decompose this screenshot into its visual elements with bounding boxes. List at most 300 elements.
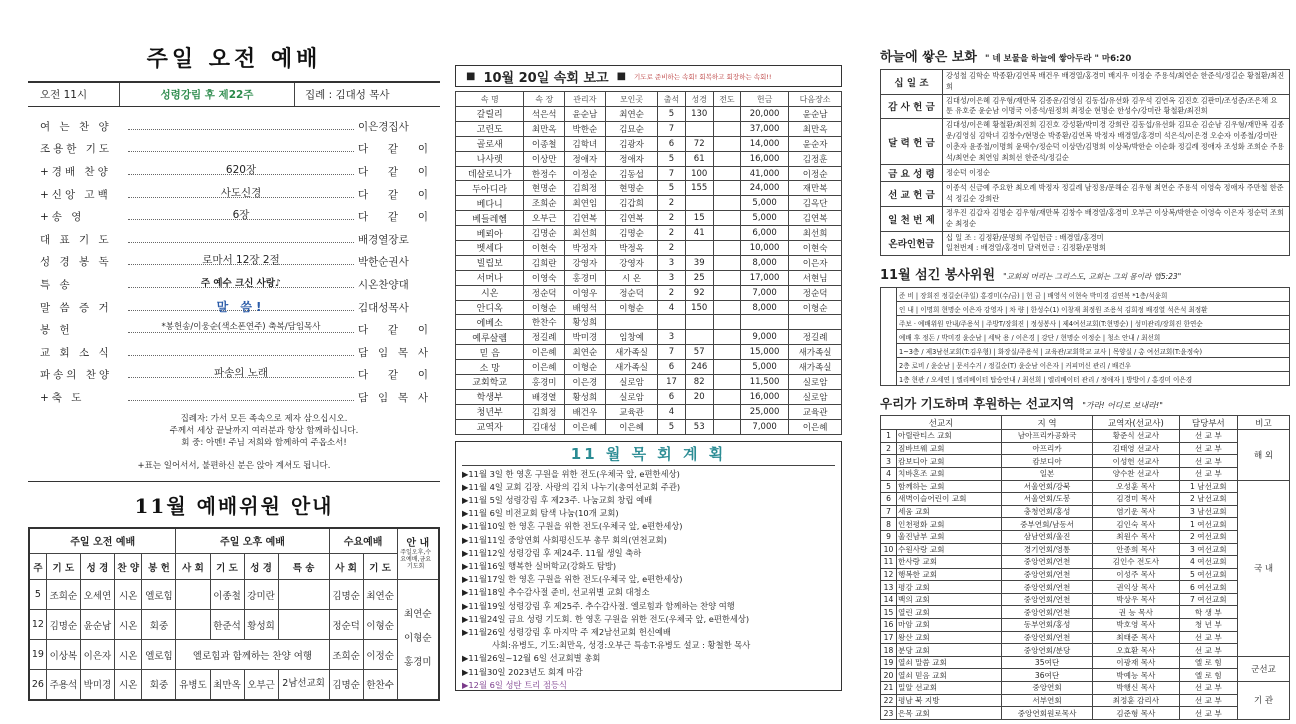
cell-value bbox=[713, 136, 740, 151]
order-item bbox=[40, 364, 428, 387]
offering-names: 이종석 신금예 주요한 최오례 박정자 정길례 남정용/문해순 김우형 최연순 주용석 이영숙 정애자 주만철 한준석 정길순 강희란 bbox=[943, 182, 1290, 207]
cell-value: 정순덕 bbox=[789, 285, 842, 300]
square-icon: ■ bbox=[466, 70, 476, 82]
cell-value: 72 bbox=[685, 136, 713, 151]
cell-value: 246 bbox=[685, 360, 713, 375]
cell-row bbox=[456, 389, 842, 404]
mission-row bbox=[881, 606, 1290, 619]
offering-label: 달 력 헌 금 bbox=[881, 119, 943, 165]
mission-cell: 최정훈 감리사 bbox=[1092, 694, 1179, 707]
cell-value bbox=[713, 389, 740, 404]
cell-value: 150 bbox=[685, 300, 713, 315]
mission-cell: 선 교 부 bbox=[1179, 442, 1237, 455]
mission-cell: 권익상 목사 bbox=[1092, 581, 1179, 594]
service-cell: 인 내 | 이명희 현명순 이은자 강영자 | 차 량 | 한성수(1) 이창재 최정원 조용석 김희정 배경열 석은석 최정환 bbox=[897, 302, 1290, 316]
committee-cell: 박미경 bbox=[80, 670, 114, 700]
cell-value: 김묘순 bbox=[605, 121, 658, 136]
cell-value: 김대성 bbox=[524, 419, 565, 434]
order-leader: 다 같 이 bbox=[358, 143, 428, 156]
order-dots bbox=[128, 254, 354, 267]
cell-value: 5,000 bbox=[741, 196, 789, 211]
cell-value: 베들레헴 bbox=[456, 211, 524, 226]
cell-row bbox=[456, 166, 842, 181]
cell-value: 배건우 bbox=[565, 404, 606, 419]
order-item bbox=[40, 115, 428, 138]
plan-item: ▶12월 6일 성탄 트리 점등식 bbox=[462, 679, 567, 690]
mission-cell: 김인숙 목사 bbox=[1092, 518, 1179, 531]
cell-value: 3 bbox=[658, 330, 685, 345]
cell-row bbox=[456, 285, 842, 300]
mission-cell: 선 교 부 bbox=[1179, 694, 1237, 707]
mission-cell: 5 bbox=[881, 480, 897, 493]
mission-row bbox=[881, 619, 1290, 632]
committee-header: 특 송 bbox=[278, 554, 329, 580]
cell-value: 실로암 bbox=[605, 375, 658, 390]
mission-cell: 일본 bbox=[1002, 467, 1093, 480]
order-dots bbox=[128, 299, 354, 314]
mission-row bbox=[881, 543, 1290, 556]
cell-value: 빌립보 bbox=[456, 255, 524, 270]
cell-row bbox=[456, 181, 842, 196]
cell-value: 김옥단 bbox=[789, 196, 842, 211]
cell-value bbox=[713, 107, 740, 122]
order-dots bbox=[128, 145, 354, 152]
cell-value: 벳세다 bbox=[456, 241, 524, 256]
offering-label: 일 천 번 제 bbox=[881, 206, 943, 231]
mission-cell: 선 교 부 bbox=[1179, 682, 1237, 695]
cell-value bbox=[713, 315, 740, 330]
order-label: 특 송 bbox=[40, 278, 73, 291]
committee-cell: 정순덕 bbox=[329, 610, 363, 640]
committee-cell: 김명순 bbox=[46, 610, 80, 640]
mission-cell: 열쇠 말씀 교회 bbox=[897, 656, 1002, 669]
cell-value: 7,000 bbox=[741, 285, 789, 300]
cell-value: 이형순 bbox=[524, 300, 565, 315]
mission-cell: 선 교 부 bbox=[1179, 707, 1237, 720]
worship-info-bar bbox=[28, 81, 440, 107]
order-dots bbox=[128, 367, 354, 380]
mission-cell: 열쇠 믿음 교회 bbox=[897, 669, 1002, 682]
committee-header: 기 도 bbox=[210, 554, 244, 580]
committee-header: 찬 양 bbox=[114, 554, 142, 580]
mission-cell: 오효환 목사 bbox=[1092, 644, 1179, 657]
mission-row bbox=[881, 644, 1290, 657]
cell-value: 최연순 bbox=[605, 107, 658, 122]
worship-time: 오전 11시 bbox=[28, 83, 120, 106]
cell-value: 예루살렘 bbox=[456, 330, 524, 345]
order-label: +송 영 bbox=[40, 211, 85, 224]
mission-cell: 중앙연회/연천 bbox=[1002, 581, 1093, 594]
cell-value: 8,000 bbox=[741, 300, 789, 315]
cell-value: 82 bbox=[685, 375, 713, 390]
cell-value: 안디옥 bbox=[456, 300, 524, 315]
cell-value: 이형순 bbox=[789, 300, 842, 315]
cell-col-header: 헌금 bbox=[741, 92, 789, 107]
cell-value: 정길례 bbox=[524, 330, 565, 345]
cell-value: 윤순남 bbox=[565, 107, 606, 122]
order-item bbox=[40, 251, 428, 274]
cell-row bbox=[456, 211, 842, 226]
mission-cell: 11 bbox=[881, 556, 897, 569]
cell-value: 2 bbox=[658, 241, 685, 256]
cell-value: 김갑희 bbox=[605, 196, 658, 211]
mission-col-header: 지 역 bbox=[1002, 416, 1093, 430]
cell-value: 김동섭 bbox=[605, 166, 658, 181]
cell-value: 새가족실 bbox=[605, 360, 658, 375]
committee-cell bbox=[176, 610, 210, 640]
cell-value: 나사렛 bbox=[456, 151, 524, 166]
committee-cell: 한찬수 bbox=[363, 670, 397, 700]
mission-cell: 3 bbox=[881, 455, 897, 468]
offering-label: 금 요 성 령 bbox=[881, 165, 943, 182]
offering-label: 온라인헌금 bbox=[881, 231, 943, 256]
cell-value bbox=[713, 270, 740, 285]
offering-row bbox=[881, 119, 1290, 165]
offering-row bbox=[881, 165, 1290, 182]
order-leader: 다 같 이 bbox=[358, 188, 428, 201]
mission-cell: 박예능 목사 bbox=[1092, 669, 1179, 682]
guide-note: 주일오후,수요예배,금요기도회 bbox=[400, 548, 432, 570]
committee-title: 11월 예배위원 안내 bbox=[134, 493, 334, 518]
mission-col-header: 교역자(선교사) bbox=[1092, 416, 1179, 430]
cell-value: 오부근 bbox=[524, 211, 565, 226]
cell-value: 강영자 bbox=[605, 255, 658, 270]
cell-value bbox=[741, 315, 789, 330]
committee-cell: 조희순 bbox=[46, 580, 80, 610]
cell-value: 이현숙 bbox=[524, 241, 565, 256]
cell-value: 25 bbox=[685, 270, 713, 285]
cell-value: 정순덕 bbox=[524, 285, 565, 300]
mission-row bbox=[881, 631, 1290, 644]
cell-value: 윤순남 bbox=[789, 107, 842, 122]
committee-header: 기 도 bbox=[46, 554, 80, 580]
offering-row bbox=[881, 182, 1290, 207]
plan-item: ▶11월17일 한 영혼 구원을 위한 전도(우체국 앞, e편한세상) bbox=[462, 574, 683, 585]
order-dots bbox=[128, 163, 354, 176]
mission-row bbox=[881, 568, 1290, 581]
cell-col-header: 출석 bbox=[658, 92, 685, 107]
order-item bbox=[40, 273, 428, 296]
mission-cell: 35여단 bbox=[1002, 656, 1093, 669]
mission-cell: 열린 교회 bbox=[897, 606, 1002, 619]
order-leader: 다 같 이 bbox=[358, 369, 428, 382]
mission-cell: 권 능 목사 bbox=[1092, 606, 1179, 619]
cell-value: 11,500 bbox=[741, 375, 789, 390]
order-label: +경배 찬양 bbox=[40, 165, 111, 178]
cell-value: 교육관 bbox=[605, 404, 658, 419]
committee-cell: 시온 bbox=[114, 610, 142, 640]
cell-value: 4 bbox=[658, 300, 685, 315]
offering-names: 김대성/이은혜 김우형/재만복 김종운/김영심 김동섭/유선화 김우석 김연옥 김진호 김판미/조성준/조은채 요 툰 유호준 윤순남 이명국 이종석/원정희 최정순 현명순 한성수/강미란 황철환/최진희 bbox=[943, 94, 1290, 119]
mission-cell: 평남 북 지방 bbox=[897, 694, 1002, 707]
service-row bbox=[881, 288, 1290, 302]
cell-value: 이영우 bbox=[565, 285, 606, 300]
mission-row bbox=[881, 480, 1290, 493]
square-icon: ■ bbox=[616, 70, 627, 82]
committee-group-row bbox=[29, 528, 439, 554]
cell-value: 이정순 bbox=[789, 166, 842, 181]
order-dots bbox=[128, 209, 354, 222]
plan-item: ▶11월26일 성령강림 후 마지막 주 제2남선교회 헌신예배 bbox=[462, 627, 671, 638]
cell-value: 5 bbox=[658, 151, 685, 166]
cell-value: 37,000 bbox=[741, 121, 789, 136]
offering-table bbox=[880, 69, 1290, 256]
cell-value: 골로새 bbox=[456, 136, 524, 151]
mission-row bbox=[881, 530, 1290, 543]
cell-row bbox=[456, 121, 842, 136]
mission-cell: 8 bbox=[881, 518, 897, 531]
mission-cell: 중앙연회 bbox=[1002, 682, 1093, 695]
order-detail: 주 예수 크신 사랑♪ bbox=[200, 277, 282, 289]
cell-title: 10월 20일 속회 보고 bbox=[483, 70, 609, 86]
committee-cell: 윤순남 bbox=[80, 610, 114, 640]
guide-header bbox=[397, 528, 439, 580]
order-leader: 박한순권사 bbox=[358, 256, 409, 269]
cell-value: 2 bbox=[658, 196, 685, 211]
cell-value bbox=[713, 211, 740, 226]
mission-col-header: 비고 bbox=[1238, 416, 1290, 430]
committee-row bbox=[29, 670, 439, 700]
committee-cell: 이형순 bbox=[363, 610, 397, 640]
cell-value: 교육관 bbox=[789, 404, 842, 419]
order-detail: 말 씀! bbox=[216, 299, 266, 314]
cell-value: 17 bbox=[658, 375, 685, 390]
cell-row bbox=[456, 419, 842, 434]
guide-name: 홍경미 bbox=[404, 657, 432, 669]
mission-cell: 선 교 부 bbox=[1179, 455, 1237, 468]
mission-row bbox=[881, 430, 1290, 443]
cell-value bbox=[685, 404, 713, 419]
mission-cell: 6 bbox=[881, 493, 897, 506]
cell-value bbox=[713, 196, 740, 211]
mission-row bbox=[881, 656, 1290, 669]
cell-value: 홍경미 bbox=[524, 375, 565, 390]
mission-cell: 13 bbox=[881, 581, 897, 594]
mission-cell: 7 bbox=[881, 505, 897, 518]
cell-value: 16,000 bbox=[741, 389, 789, 404]
mission-cell: 삼남연회/울진 bbox=[1002, 530, 1093, 543]
offering-header bbox=[880, 46, 1290, 65]
cell-value bbox=[713, 330, 740, 345]
mission-cell: 치바혼조 교회 bbox=[897, 467, 1002, 480]
cell-value bbox=[713, 300, 740, 315]
cell-col-header: 성경 bbox=[685, 92, 713, 107]
mission-header bbox=[880, 394, 1290, 412]
mission-cell: 엘 로 힘 bbox=[1179, 656, 1237, 669]
cell-value: 2 bbox=[658, 211, 685, 226]
cell-row bbox=[456, 404, 842, 419]
cell-value: 25,000 bbox=[741, 404, 789, 419]
cell-value: 한찬수 bbox=[524, 315, 565, 330]
standing-note: +표는 일어서서, 불편하신 분은 앉아 계셔도 됩니다. bbox=[137, 460, 331, 471]
order-label: 조용한 기도 bbox=[40, 143, 113, 156]
service-row bbox=[881, 344, 1290, 358]
cell-value bbox=[713, 166, 740, 181]
cell-row bbox=[456, 330, 842, 345]
offering-names: 정우진 김갑자 김명순 김우형/재만복 김창수 배경열/홍경미 오부근 이상복/박한순 이영숙 이은자 정순덕 조희순 최정순 bbox=[943, 206, 1290, 231]
offering-panel bbox=[880, 22, 1290, 716]
cell-value: 갈릴리 bbox=[456, 107, 524, 122]
offering-row bbox=[881, 70, 1290, 95]
cell-row bbox=[456, 107, 842, 122]
benediction-line: 집례자: 가서 모든 족속으로 제자 삼으십시오. bbox=[180, 413, 348, 424]
service-title: 11월 섬긴 봉사위원 bbox=[880, 268, 996, 284]
committee-cell: 26 bbox=[29, 670, 46, 700]
cell-row bbox=[456, 300, 842, 315]
cell-value: 김정훈 bbox=[789, 151, 842, 166]
order-dots bbox=[128, 349, 354, 356]
mission-cell: 서부연회 bbox=[1002, 694, 1093, 707]
service-verse: "교회의 머리는 그리스도, 교회는 그의 몸이라 엡5:23" bbox=[1003, 272, 1182, 282]
mission-cell: 행복한 교회 bbox=[897, 568, 1002, 581]
offering-row bbox=[881, 231, 1290, 256]
order-item bbox=[40, 205, 428, 228]
cell-value bbox=[605, 315, 658, 330]
benediction-text bbox=[28, 413, 440, 449]
cell-value: 24,000 bbox=[741, 181, 789, 196]
order-detail: 파송의 노래 bbox=[213, 367, 269, 380]
mission-cell: 아릴란티스 교회 bbox=[897, 430, 1002, 443]
order-detail: 620장 bbox=[225, 163, 257, 176]
cell-value bbox=[685, 315, 713, 330]
mission-row bbox=[881, 707, 1290, 720]
mission-cell: 14 bbox=[881, 593, 897, 606]
cell-value: 실로암 bbox=[605, 389, 658, 404]
cell-row bbox=[456, 315, 842, 330]
cell-value: 재만복 bbox=[789, 181, 842, 196]
order-label: 성 경 봉 독 bbox=[40, 256, 112, 269]
mission-cell: 한사랑 교회 bbox=[897, 556, 1002, 569]
plan-item: ▶11월 3일 한 영혼 구원을 위한 전도(우체국 앞, e편한세상) bbox=[462, 468, 680, 479]
mission-cell: 선 교 부 bbox=[1179, 430, 1237, 443]
plan-item: ▶11월24일 금요 성령 기도회. 한 영혼 구원을 위한 전도(우체국 앞, e편한세상) bbox=[462, 613, 750, 624]
cell-row bbox=[456, 136, 842, 151]
mission-cell: 최원수 목사 bbox=[1092, 530, 1179, 543]
committee-cell: 최만옥 bbox=[210, 670, 244, 700]
cell-value: 교역자 bbox=[456, 419, 524, 434]
cell-value: 5,000 bbox=[741, 211, 789, 226]
cell-value: 41 bbox=[685, 226, 713, 241]
cell-value: 박한순 bbox=[565, 121, 606, 136]
cell-value: 20 bbox=[685, 389, 713, 404]
order-label: 말 씀 증 거 bbox=[40, 301, 112, 314]
offering-label: 선 교 헌 금 bbox=[881, 182, 943, 207]
offering-title: 하늘에 쌓은 보화 bbox=[880, 50, 977, 65]
service-row bbox=[881, 316, 1290, 330]
mission-cell: 이성주 목사 bbox=[1092, 568, 1179, 581]
mission-col-header: 선교지 bbox=[881, 416, 1002, 430]
service-cell: 2층 로비 / 윤순남 | 문서수거 / 정길순(T) 윤순남 이은자 | 커피머신 관리 / 배건우 bbox=[897, 358, 1290, 372]
offering-label: 십 일 조 bbox=[881, 70, 943, 95]
cell-value bbox=[713, 181, 740, 196]
committee-cell: 시온 bbox=[114, 640, 142, 670]
mission-cell: 1 남선교회 bbox=[1179, 480, 1237, 493]
cell-value: 김희란 bbox=[524, 255, 565, 270]
cell-value: 이형순 bbox=[565, 360, 606, 375]
mission-cell: 중앙연회원로목사 bbox=[1002, 707, 1093, 720]
order-leader: 다 같 이 bbox=[358, 211, 428, 224]
mission-cell: 중앙연회/연천 bbox=[1002, 593, 1093, 606]
offering-names: 정순덕 이정순 bbox=[943, 165, 1290, 182]
cell-value: 홍경미 bbox=[565, 270, 606, 285]
cell-value: 두아디라 bbox=[456, 181, 524, 196]
committee-cell: 이종철 bbox=[210, 580, 244, 610]
cell-value: 윤순자 bbox=[789, 136, 842, 151]
mission-cell: 4 여선교회 bbox=[1179, 556, 1237, 569]
cell-report-panel bbox=[455, 22, 842, 716]
mission-cell: 세움 교회 bbox=[897, 505, 1002, 518]
cell-value: 이형순 bbox=[605, 300, 658, 315]
committee-cell: 이정순 bbox=[363, 640, 397, 670]
service-cell: 1~3층 / 제3남선교회(T:김우형) | 화장실/주용석 | 교육관/교회학교 교사 | 목양실 / 총 여선교회(T:윤정숙) bbox=[897, 344, 1290, 358]
cell-value: 실로암 bbox=[789, 389, 842, 404]
cell-row bbox=[456, 255, 842, 270]
mission-cell: 21 bbox=[881, 682, 897, 695]
guide-name: 최연순 bbox=[404, 609, 432, 621]
cell-value: 39 bbox=[685, 255, 713, 270]
cell-value bbox=[685, 241, 713, 256]
order-leader: 배경열장로 bbox=[358, 233, 409, 246]
order-label: 여 는 찬 양 bbox=[40, 120, 112, 133]
committee-cell: 김명순 bbox=[329, 580, 363, 610]
committee-cell: 황성희 bbox=[244, 610, 278, 640]
cell-value: 이은경 bbox=[565, 375, 606, 390]
offering-names: 십 일 조 : 김정환/문명희 주일헌금 : 배경열/홍경미 일천번제 : 배경열/홍경미 달력헌금 : 김정환/문명희 bbox=[943, 231, 1290, 256]
cell-value: 박정옥 bbox=[605, 241, 658, 256]
mission-cell: 3 남선교회 bbox=[1179, 505, 1237, 518]
mission-row bbox=[881, 455, 1290, 468]
mission-row bbox=[881, 581, 1290, 594]
cell-value: 5 bbox=[658, 107, 685, 122]
mission-cell: 김태영 선교사 bbox=[1092, 442, 1179, 455]
cell-value: 이은혜 bbox=[789, 419, 842, 434]
cell-value: 이은혜 bbox=[605, 419, 658, 434]
mission-verse: "가라! 어디로 보내라!" bbox=[1082, 401, 1163, 411]
cell-value: 이종철 bbox=[524, 136, 565, 151]
cell-value: 53 bbox=[685, 419, 713, 434]
plan-item: ▶11월16일 행복한 실버학교(강화도 탐방) bbox=[462, 561, 617, 572]
plan-box bbox=[455, 441, 842, 691]
mission-cell: 짐바브웨 교회 bbox=[897, 442, 1002, 455]
mission-row bbox=[881, 493, 1290, 506]
order-dots bbox=[128, 322, 354, 333]
order-leader: 담 임 목 사 bbox=[358, 391, 428, 404]
mission-cell: 1 bbox=[881, 430, 897, 443]
plan-item: ▶11월30일 2023년도 회계 마감 bbox=[462, 666, 583, 677]
mission-table bbox=[880, 415, 1290, 720]
committee-cell: 유병도 bbox=[176, 670, 210, 700]
plan-item: 사회:유병도, 기도:최만옥, 성경:오부근 특송T:유병도 설교 : 황철한 목사 bbox=[492, 640, 751, 651]
service-header bbox=[880, 264, 1290, 283]
mission-cell: 2 bbox=[881, 442, 897, 455]
order-label: +축 도 bbox=[40, 391, 85, 404]
cell-value: 2 bbox=[658, 285, 685, 300]
committee-cell: 한준석 bbox=[210, 610, 244, 640]
mission-row bbox=[881, 669, 1290, 682]
order-label: 대 표 기 도 bbox=[40, 233, 112, 246]
mission-cell: 중앙연회/연천 bbox=[1002, 606, 1093, 619]
mission-cell: 선 교 부 bbox=[1179, 467, 1237, 480]
cell-value: 정애자 bbox=[605, 151, 658, 166]
cell-value bbox=[685, 330, 713, 345]
mission-group: 기 관 bbox=[1238, 682, 1290, 720]
mission-cell: 1 여선교회 bbox=[1179, 518, 1237, 531]
cell-value: 10,000 bbox=[741, 241, 789, 256]
cell-row bbox=[456, 226, 842, 241]
cell-value: 에베소 bbox=[456, 315, 524, 330]
order-leader: 시온찬양대 bbox=[358, 278, 409, 291]
committee-cell: 오세연 bbox=[80, 580, 114, 610]
